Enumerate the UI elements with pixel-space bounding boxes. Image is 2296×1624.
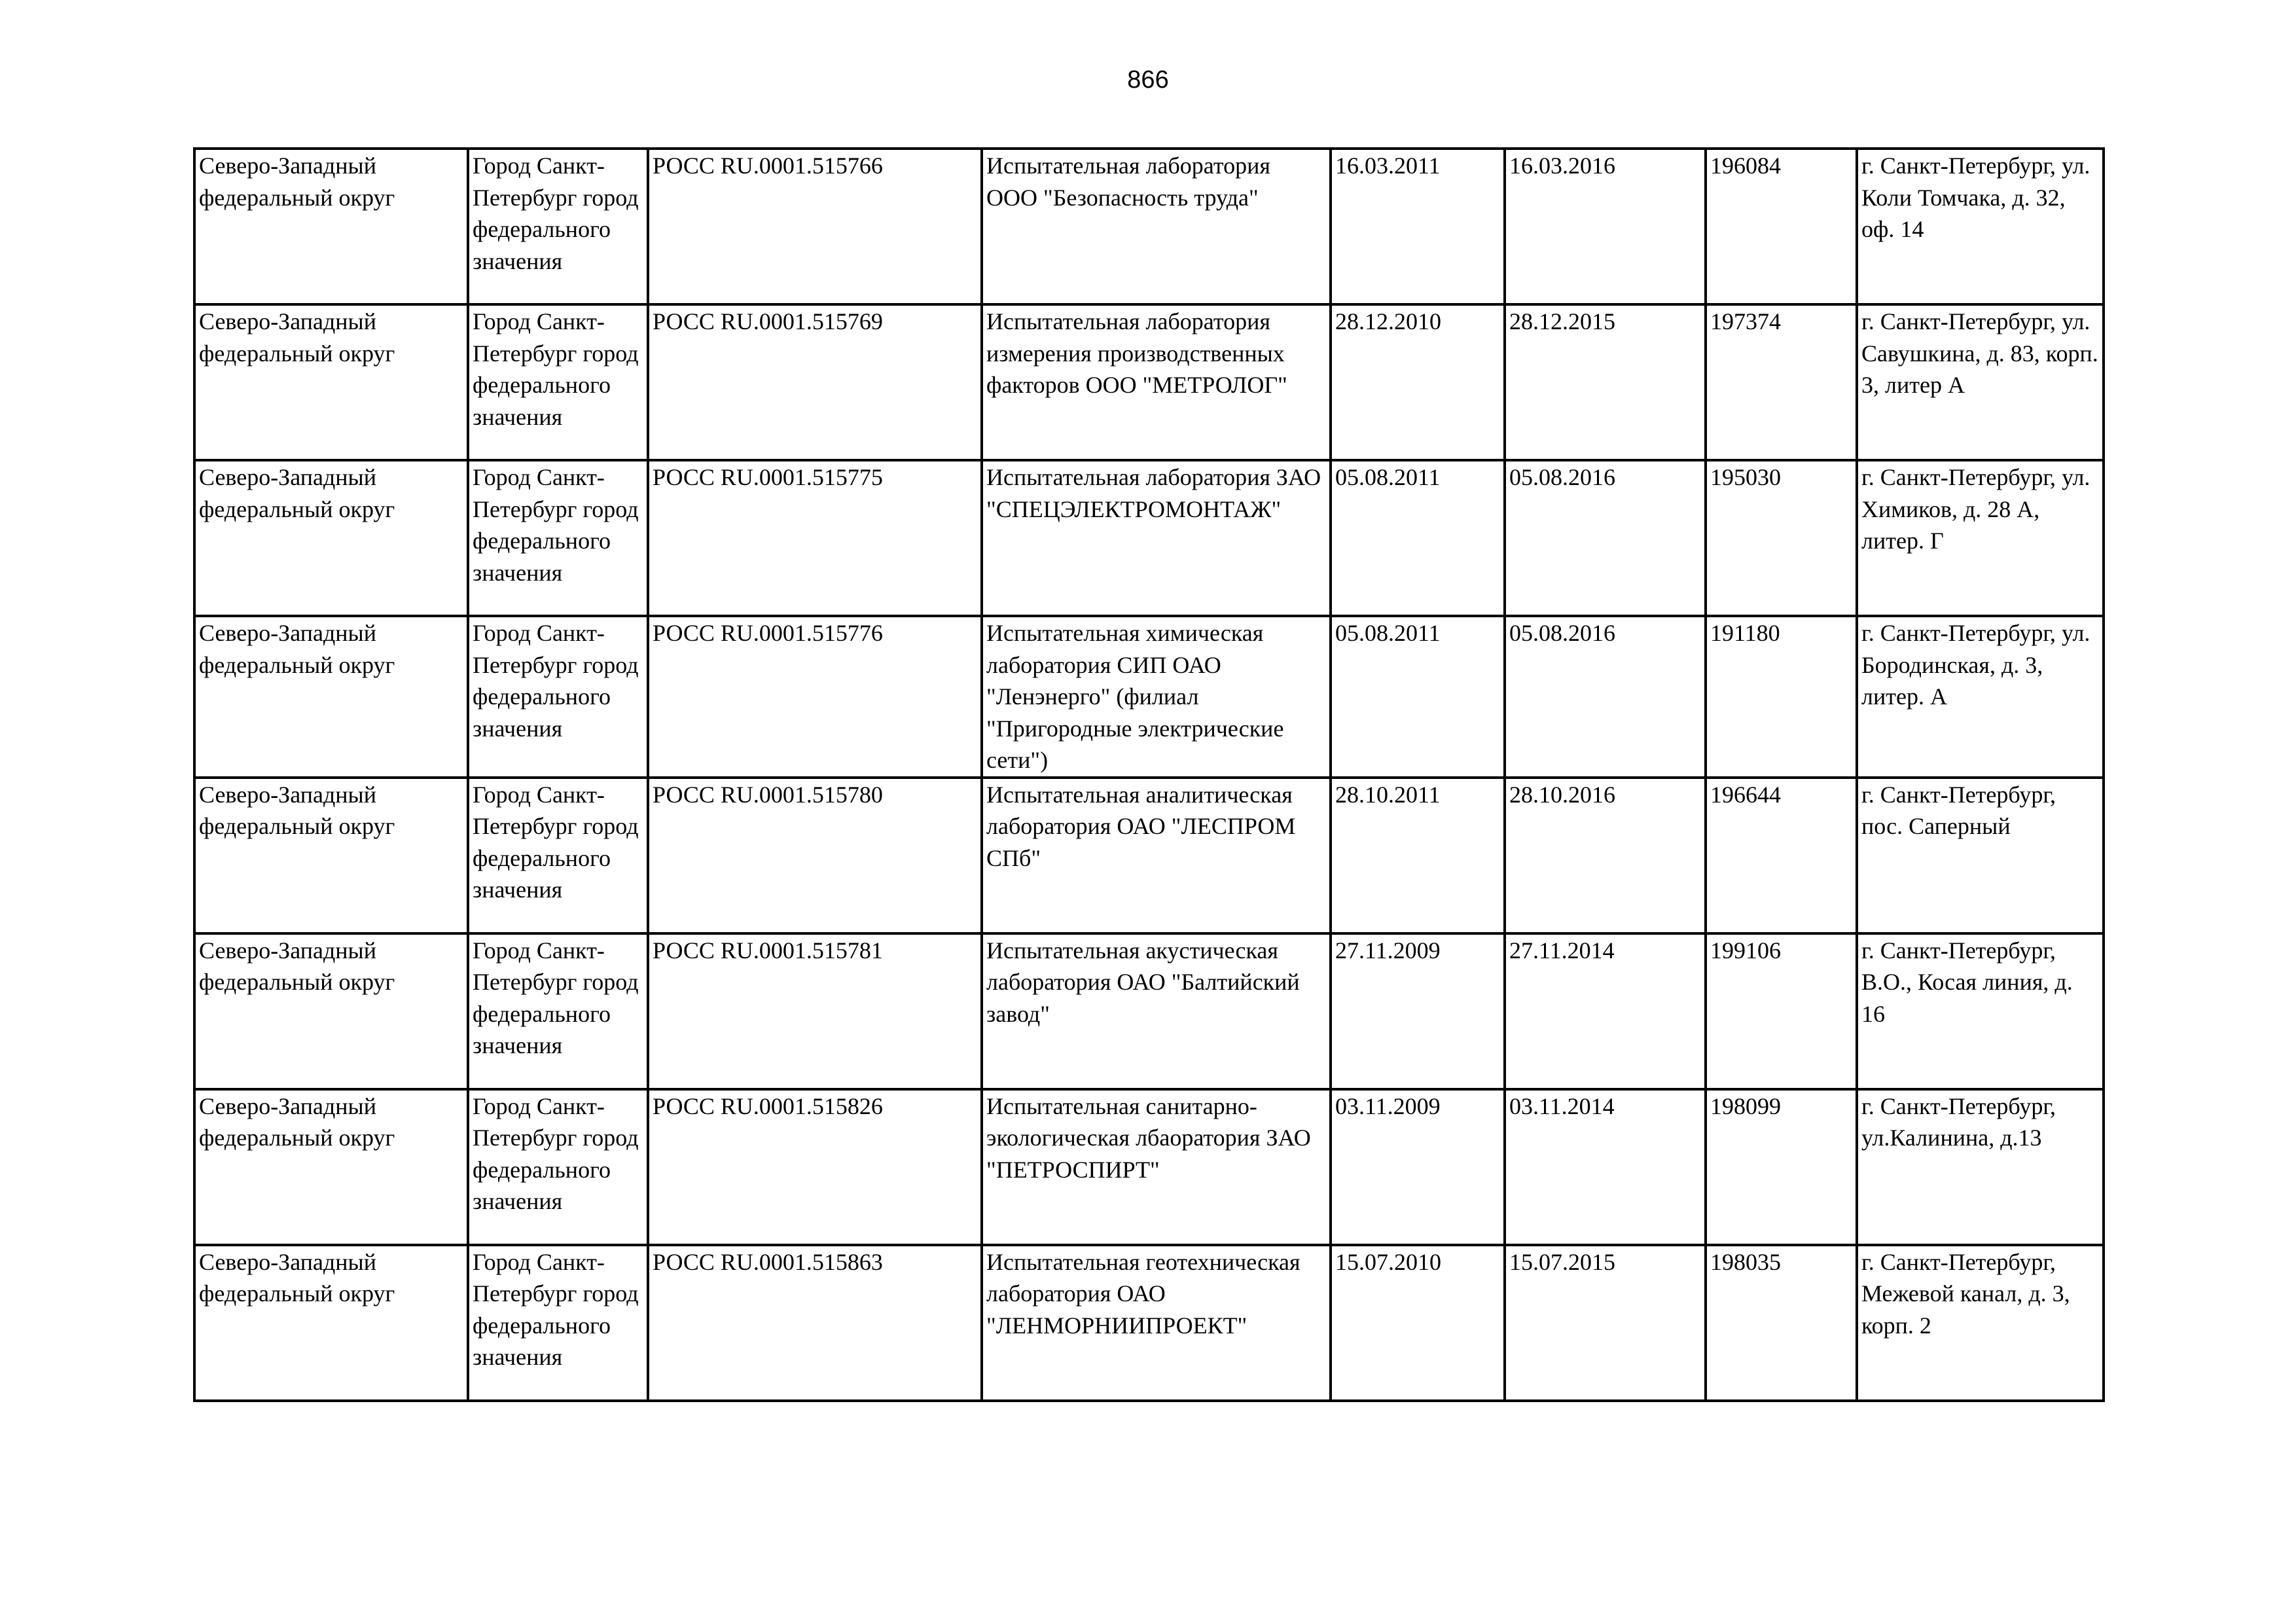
postcode-cell: 196084 xyxy=(1706,149,1857,304)
postcode-cell: 198099 xyxy=(1706,1089,1857,1245)
date-from-cell: 05.08.2011 xyxy=(1331,616,1505,778)
table-row xyxy=(194,149,2104,304)
date-from-cell: 28.10.2011 xyxy=(1331,778,1505,933)
table-row xyxy=(194,1245,2104,1401)
registration-number-cell: РОСС RU.0001.515776 xyxy=(648,616,982,778)
region-cell: Город Санкт-Петербург город федерального значения xyxy=(468,616,648,778)
district-cell: Северо-Западный федеральный округ xyxy=(194,304,468,460)
registration-number-cell: РОСС RU.0001.515826 xyxy=(648,1089,982,1245)
table-row xyxy=(194,304,2104,460)
date-to-cell: 28.10.2016 xyxy=(1505,778,1706,933)
region-cell: Город Санкт-Петербург город федерального значения xyxy=(468,149,648,304)
address-cell: г. Санкт-Петербург, ул. Бородинская, д. 3, литер. А xyxy=(1857,616,2104,778)
address-cell: г. Санкт-Петербург, В.О., Косая линия, д. 16 xyxy=(1857,933,2104,1089)
laboratory-name-cell: Испытательная акустическая лаборатория ОАО "Балтийский завод" xyxy=(982,933,1331,1089)
registration-number-cell: РОСС RU.0001.515775 xyxy=(648,460,982,616)
address-cell: г. Санкт-Петербург, ул. Химиков, д. 28 А, литер. Г xyxy=(1857,460,2104,616)
date-to-cell: 16.03.2016 xyxy=(1505,149,1706,304)
laboratory-name-cell: Испытательная лаборатория измерения производственных факторов ООО "МЕТРОЛОГ" xyxy=(982,304,1331,460)
region-cell: Город Санкт-Петербург город федерального значения xyxy=(468,1089,648,1245)
district-cell: Северо-Западный федеральный округ xyxy=(194,1245,468,1401)
district-cell: Северо-Западный федеральный округ xyxy=(194,933,468,1089)
registration-number-cell: РОСС RU.0001.515780 xyxy=(648,778,982,933)
postcode-cell: 195030 xyxy=(1706,460,1857,616)
date-to-cell: 05.08.2016 xyxy=(1505,616,1706,778)
district-cell: Северо-Западный федеральный округ xyxy=(194,778,468,933)
laboratory-name-cell: Испытательная лаборатория ЗАО "СПЕЦЭЛЕКТРОМОНТАЖ" xyxy=(982,460,1331,616)
table-row xyxy=(194,1089,2104,1245)
date-from-cell: 28.12.2010 xyxy=(1331,304,1505,460)
region-cell: Город Санкт-Петербург город федерального значения xyxy=(468,778,648,933)
date-from-cell: 03.11.2009 xyxy=(1331,1089,1505,1245)
address-cell: г. Санкт-Петербург, ул. Савушкина, д. 83, корп. 3, литер А xyxy=(1857,304,2104,460)
registration-number-cell: РОСС RU.0001.515766 xyxy=(648,149,982,304)
registration-number-cell: РОСС RU.0001.515781 xyxy=(648,933,982,1089)
date-to-cell: 15.07.2015 xyxy=(1505,1245,1706,1401)
date-to-cell: 05.08.2016 xyxy=(1505,460,1706,616)
district-cell: Северо-Западный федеральный округ xyxy=(194,149,468,304)
region-cell: Город Санкт-Петербург город федерального значения xyxy=(468,933,648,1089)
district-cell: Северо-Западный федеральный округ xyxy=(194,460,468,616)
laboratory-name-cell: Испытательная санитарно-экологическая лбаоратория ЗАО "ПЕТРОСПИРТ" xyxy=(982,1089,1331,1245)
address-cell: г. Санкт-Петербург, пос. Саперный xyxy=(1857,778,2104,933)
laboratory-registry-table xyxy=(193,147,2105,1402)
address-cell: г. Санкт-Петербург, Межевой канал, д. 3, корп. 2 xyxy=(1857,1245,2104,1401)
laboratory-name-cell: Испытательная химическая лаборатория СИП ОАО "Ленэнерго" (филиал "Пригородные электрические сети") xyxy=(982,616,1331,778)
laboratory-name-cell: Испытательная лаборатория ООО "Безопасность труда" xyxy=(982,149,1331,304)
date-from-cell: 05.08.2011 xyxy=(1331,460,1505,616)
date-from-cell: 16.03.2011 xyxy=(1331,149,1505,304)
date-to-cell: 03.11.2014 xyxy=(1505,1089,1706,1245)
table-row xyxy=(194,460,2104,616)
table-row xyxy=(194,616,2104,778)
date-from-cell: 27.11.2009 xyxy=(1331,933,1505,1089)
registration-number-cell: РОСС RU.0001.515769 xyxy=(648,304,982,460)
laboratory-name-cell: Испытательная аналитическая лаборатория ОАО "ЛЕСПРОМ СПб" xyxy=(982,778,1331,933)
address-cell: г. Санкт-Петербург, ул.Калинина, д.13 xyxy=(1857,1089,2104,1245)
date-to-cell: 28.12.2015 xyxy=(1505,304,1706,460)
page-number: 866 xyxy=(1127,66,1169,94)
postcode-cell: 198035 xyxy=(1706,1245,1857,1401)
table-row xyxy=(194,933,2104,1089)
postcode-cell: 191180 xyxy=(1706,616,1857,778)
district-cell: Северо-Западный федеральный округ xyxy=(194,616,468,778)
address-cell: г. Санкт-Петербург, ул. Коли Томчака, д. 32, оф. 14 xyxy=(1857,149,2104,304)
date-from-cell: 15.07.2010 xyxy=(1331,1245,1505,1401)
region-cell: Город Санкт-Петербург город федерального значения xyxy=(468,304,648,460)
postcode-cell: 199106 xyxy=(1706,933,1857,1089)
laboratory-name-cell: Испытательная геотехническая лаборатория ОАО "ЛЕНМОРНИИПРОЕКТ" xyxy=(982,1245,1331,1401)
table-row xyxy=(194,778,2104,933)
postcode-cell: 196644 xyxy=(1706,778,1857,933)
region-cell: Город Санкт-Петербург город федерального значения xyxy=(468,1245,648,1401)
district-cell: Северо-Западный федеральный округ xyxy=(194,1089,468,1245)
registration-number-cell: РОСС RU.0001.515863 xyxy=(648,1245,982,1401)
region-cell: Город Санкт-Петербург город федерального значения xyxy=(468,460,648,616)
date-to-cell: 27.11.2014 xyxy=(1505,933,1706,1089)
postcode-cell: 197374 xyxy=(1706,304,1857,460)
